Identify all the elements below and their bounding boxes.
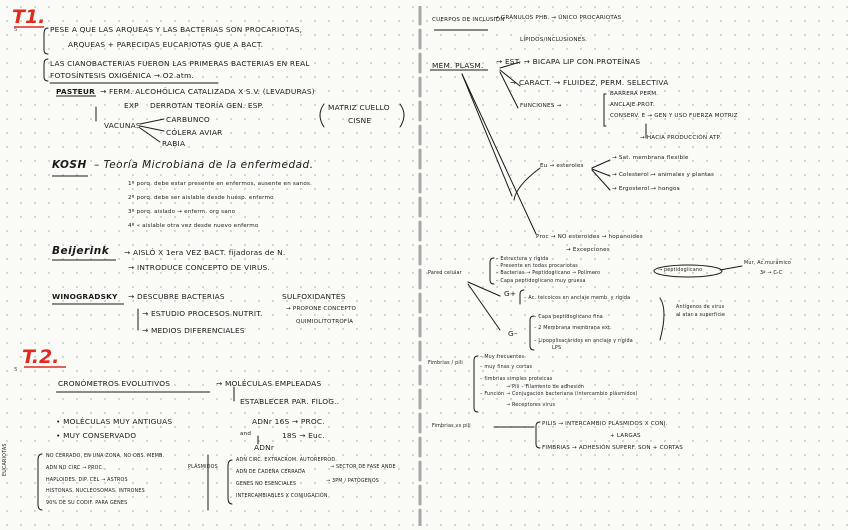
pared-gplus-side-2: al atar a superficie xyxy=(676,313,725,318)
table-right-1: ADN CIRC. EXTRACROM. AUTOREPROD. xyxy=(236,458,337,463)
t1-line-2: ARQUEAS + PARECIDAS EUCARIOTAS QUE A BACT. xyxy=(68,40,264,49)
beijerink-line-1: → AISLÓ X 1era VEZ BACT. fijadoras de N. xyxy=(124,248,286,257)
mem-est: → EST. → BICAPA LIP CON PROTEÍNAS xyxy=(496,57,641,66)
crono-adn-2: 18S → Euc. xyxy=(282,431,325,440)
vacuna-carbunco: CARBUNCO xyxy=(166,115,210,124)
t1-line-4: FOTOSÍNTESIS OXIGÉNICA → O2 atm. xyxy=(50,71,194,80)
pasteur-vacunas: VACUNAS xyxy=(104,121,141,130)
winogradsky-line-2: → ESTUDIO PROCESOS NUTRIT. xyxy=(142,309,263,318)
mem-func-1: BARRERA PERM. xyxy=(610,91,659,97)
pared-3d: 3ª → C-C xyxy=(760,271,783,276)
beijerink-name: Beijerink xyxy=(52,245,110,257)
crono-adn-1: ADNr 16S → PROC. xyxy=(252,417,325,426)
mem-label: MEM. PLASM. xyxy=(432,61,484,70)
t1-mark: 5 xyxy=(14,27,18,33)
kosh-postulado-4: 4º « aislable otra vez desde nuevo enfermo xyxy=(128,223,259,229)
pared-2: – Presente en todas procariotas xyxy=(496,264,578,269)
fvp-label: Fimbrias vs pili xyxy=(432,424,471,429)
pared-label: Pared celular xyxy=(428,271,462,276)
pasteur-name: PASTEUR xyxy=(56,87,95,96)
mem-eu-3: → Ergosterol → hongos xyxy=(612,186,680,192)
t2-mark: 5 xyxy=(14,367,18,373)
fimbrias-label: Fimbrias / pili xyxy=(428,361,463,366)
t2-title: T.2. xyxy=(22,346,60,368)
pared-3: – Bacterias → Peptidoglicano → Polímero xyxy=(496,271,601,276)
pared-gminus-2: – 2 Membrana membrana ext. xyxy=(534,326,612,331)
fimbrias-7: – Función xyxy=(480,392,505,397)
table-side-label: EUCARIOTAS xyxy=(3,443,8,476)
table-left-3: HAPLOIDES. DIP. CEL → ASTROS xyxy=(46,478,128,483)
vacuna-colera: CÓLERA AVIAR xyxy=(166,128,223,137)
fimbrias-3: – fimbrias simples proteicas xyxy=(480,377,553,382)
pasteur-line-2: DERROTAN TEORÍA GEN. ESP. xyxy=(150,101,264,110)
table-left-1: NO CERRADO, EN UNA ZONA, NO OBS. MEMB. xyxy=(46,454,165,459)
pasteur-paren-2: CISNE xyxy=(348,116,372,125)
pared-1: – Estructura y rígida xyxy=(496,257,549,262)
table-left-5: 90% DE SU CODIF. PARA GENES xyxy=(46,501,128,506)
crono-adn-3: ADNr xyxy=(254,443,275,452)
kosh-postulado-2: 2º porq. debe ser aislable desde huésp. enfermo xyxy=(128,195,274,201)
pared-gminus-3b: LPS xyxy=(552,346,562,351)
pared-gminus-1: – Capa peptidoglicano fina xyxy=(534,315,603,320)
pared-4: – Capa peptidoglicano muy gruesa xyxy=(496,279,586,284)
fimbrias-5: → Conjugación bacteriana (intercambio plásmidos) xyxy=(506,392,638,397)
winogradsky-line-1d: QUIMIOLITOTROFÍA xyxy=(296,319,354,325)
mem-proc-sub: → Excepciones xyxy=(566,247,610,253)
t1-title: T1. xyxy=(12,6,46,28)
pared-3c: Mur, Ac.murámico xyxy=(744,261,791,266)
pared-gplus: G+ xyxy=(504,289,517,298)
winogradsky-line-3: → MEDIOS DIFERENCIALES xyxy=(142,326,245,335)
t1-line-1: PESE A QUE LAS ARQUEAS Y LAS BACTERIAS SON PROCARIOTAS, xyxy=(50,25,303,34)
crono-arrow-2: ESTABLECER PAR. FILOG.. xyxy=(240,397,340,406)
mem-func-3: CONSERV. E → GEN Y USO FUERZA MOTRIZ xyxy=(610,113,738,119)
pasteur-exp: EXP xyxy=(124,101,139,110)
crono-arrow: → MOLÉCULAS EMPLEADAS xyxy=(216,379,322,388)
fimbrias-4: → Pili – Filamento de adhesión xyxy=(506,385,585,390)
fvp-fimbrias: FIMBRIAS → ADHESIÓN SUPERF. SON + CORTAS xyxy=(542,445,683,451)
table-right-3: GENES NO ESENCIALES xyxy=(236,482,297,487)
mem-func: FUNCIONES → xyxy=(520,103,562,109)
pared-gplus-side-1: Antígenos de virus xyxy=(676,305,725,310)
cuerpos-label: CUERPOS DE INCLUSIÓN xyxy=(432,17,505,23)
t1-line-3: LAS CIANOBACTERIAS FUERON LAS PRIMERAS BACTERIAS EN REAL xyxy=(50,59,310,68)
kosh-title: – Teoría Microbiana de la enfermedad. xyxy=(94,159,314,171)
table-right-extra-1: → SECTOR DE FASE ANDE xyxy=(330,465,396,470)
pasteur-paren-1: MATRIZ CUELLO xyxy=(328,103,390,112)
mem-eu-1: → Sat. membrana flexible xyxy=(612,155,689,161)
table-left-4: HISTONAS, NUCLEOSOMAS, INTRONES xyxy=(46,489,145,494)
pared-3b: → peptidoglicano xyxy=(658,268,703,273)
crono-label: CRONÓMETROS EVOLUTIVOS xyxy=(58,379,171,388)
pared-gminus: G– xyxy=(508,329,518,338)
cuerpos-sub: LÍPIDOS/INCLUSIONES. xyxy=(520,37,588,43)
fimbrias-2: – muy finas y cortas xyxy=(480,365,533,370)
pared-gminus-3: – Lipopolisacáridos en anclaje y rígida xyxy=(534,339,633,344)
mem-proc: Proc → NO esteroides → hopanoides xyxy=(536,234,643,240)
mem-eu: Eu → esteroles xyxy=(540,163,584,169)
crono-bullet-2: • MUY CONSERVADO xyxy=(56,431,137,440)
table-right-2: ADN DE CADENA CERRADA xyxy=(236,470,306,475)
fvp-pili-2: + LARGAS xyxy=(610,433,641,439)
table-plasmid-label: PLÁSMIDOS xyxy=(188,465,218,470)
kosh-name: KOSH xyxy=(52,159,87,171)
mem-func-2: ANCLAJE PROT. xyxy=(610,102,655,108)
fimbrias-6: → Receptores virus xyxy=(506,403,556,408)
kosh-postulado-3: 3º porq. aislado → enferm. org sano xyxy=(128,209,236,215)
winogradsky-line-1: → DESCUBRE BACTERIAS xyxy=(128,292,225,301)
table-right-4: INTERCAMBIABLES X CONJUGACIÓN xyxy=(236,494,328,499)
mem-eu-2: → Colesterol → animales y plantas xyxy=(612,172,715,178)
pared-gplus-1: – Ac. teicoicos en anclaje memb. y rígida xyxy=(524,296,631,301)
fvp-pili: PILIS → INTERCAMBIO PLÁSMIDOS X CONJ. xyxy=(542,421,668,427)
pasteur-line-1: → FERM. ALCOHÓLICA CATALIZADA X S.V. (LEVADURAS) xyxy=(100,87,315,96)
mem-func-4: → HACIA PRODUCCIÓN ATP. xyxy=(640,135,722,141)
vacuna-rabia: RABIA xyxy=(162,139,186,148)
cuerpos-arrow: → GRÁNULOS PHB. → ÚNICO PROCARIOTAS xyxy=(494,15,622,21)
crono-and: and xyxy=(240,431,252,437)
kosh-postulado-1: 1º porq. debe estar presente en enfermos, ausente en sanos. xyxy=(128,181,313,187)
crono-bullet-1: • MOLÉCULAS MUY ANTIGUAS xyxy=(56,417,173,426)
winogradsky-line-1c: → PROPONE CONCEPTO xyxy=(286,306,357,312)
fimbrias-1: – Muy frecuentes xyxy=(480,355,525,360)
table-right-extra-2: → 3PM / PATÓGENOS xyxy=(326,479,380,484)
mem-carac: → CARACT. → FLUIDEZ, PERM. SELECTIVA xyxy=(510,78,669,87)
beijerink-line-2: → INTRODUCE CONCEPTO DE VIRUS. xyxy=(128,263,271,272)
winogradsky-name: WINOGRADSKY xyxy=(52,292,118,301)
table-left-2: ADN NO CIRC → PROC. xyxy=(46,466,104,471)
winogradsky-line-1b: SULFOXIDANTES xyxy=(282,292,346,301)
